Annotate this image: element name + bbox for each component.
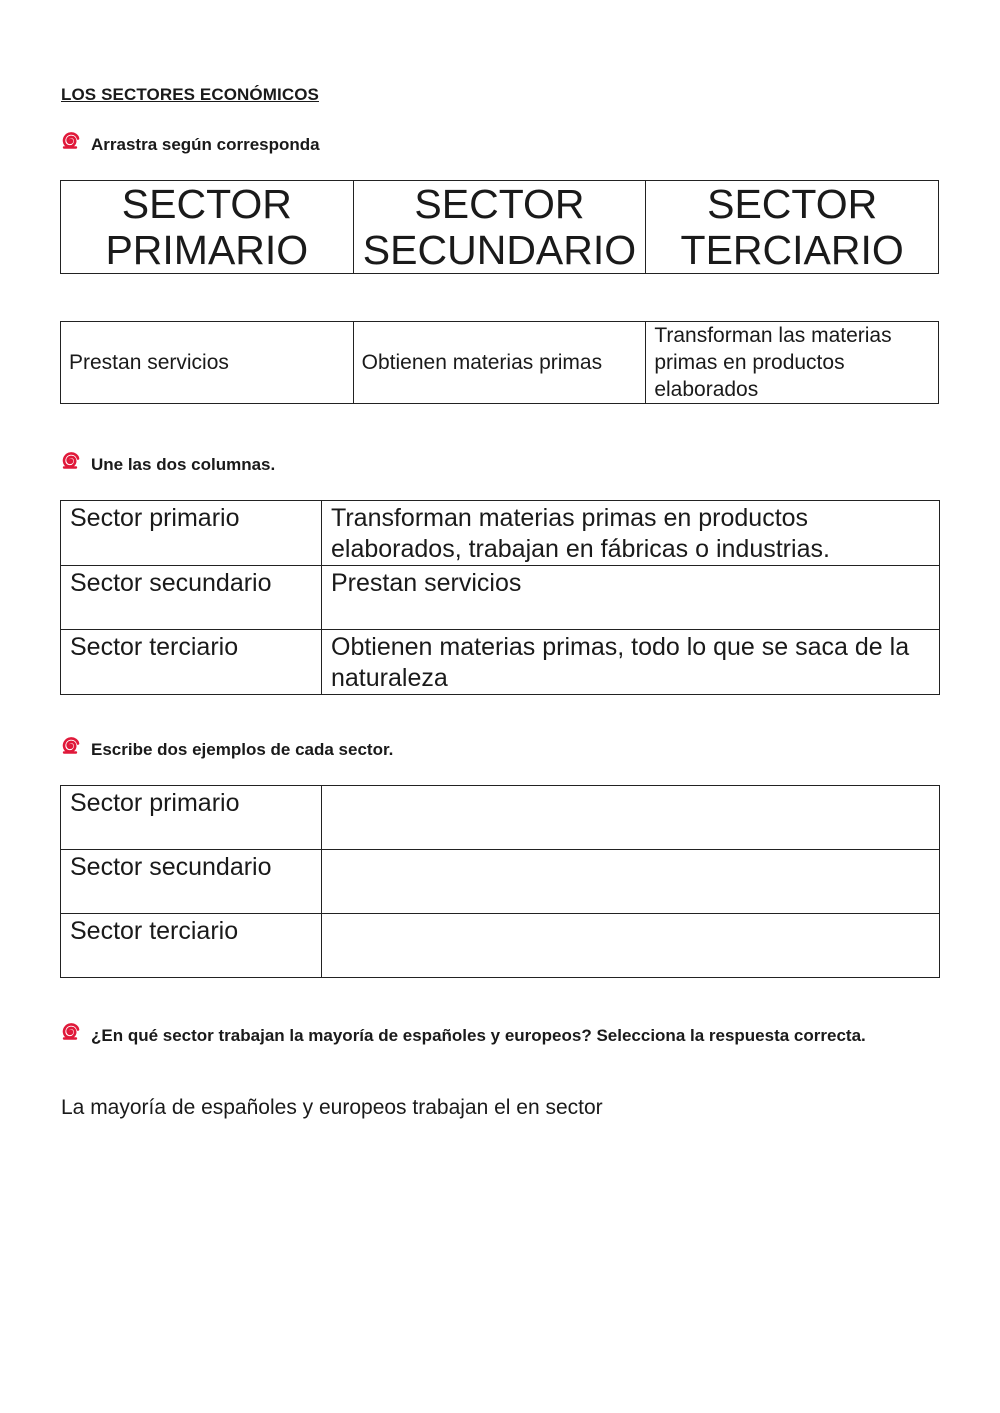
match-left-item[interactable]: Sector terciario: [61, 630, 322, 695]
page-title: LOS SECTORES ECONÓMICOS: [61, 85, 319, 104]
answer-sentence: La mayoría de españoles y europeos trabajan el en sector: [61, 1096, 603, 1119]
instruction-text: Escribe dos ejemplos de cada sector.: [91, 740, 394, 759]
header-line: SECTOR: [707, 181, 878, 227]
swirl-bullet-icon: [60, 734, 80, 756]
match-right-item[interactable]: Prestan servicios: [322, 566, 940, 630]
draggable-description[interactable]: Obtienen materias primas: [353, 322, 646, 404]
table-row: [61, 786, 940, 850]
example-answer-field[interactable]: [322, 786, 940, 850]
table-row: [61, 566, 940, 630]
examples-table: [60, 785, 940, 978]
header-line: TERCIARIO: [680, 227, 904, 273]
example-answer-field[interactable]: [322, 850, 940, 914]
match-right-item[interactable]: Obtienen materias primas, todo lo que se saca de la naturaleza: [322, 630, 940, 695]
draggable-description[interactable]: Prestan servicios: [61, 322, 354, 404]
matching-table: [60, 500, 940, 695]
header-line: PRIMARIO: [105, 227, 309, 273]
instruction-text: Arrastra según corresponda: [91, 135, 320, 154]
example-label: Sector terciario: [61, 914, 322, 978]
header-primario[interactable]: [61, 181, 354, 274]
instruction-drag: [60, 133, 320, 156]
draggable-descriptions-table: [60, 321, 939, 404]
draggable-description[interactable]: Transforman las materias primas en productos elaborados: [646, 322, 939, 404]
instruction-text: Une las dos columnas.: [91, 455, 276, 474]
table-row: [61, 914, 940, 978]
header-secundario[interactable]: [353, 181, 646, 274]
instruction-question: [60, 1024, 940, 1047]
sector-headers-table: [60, 180, 939, 274]
swirl-bullet-icon: [60, 1020, 80, 1042]
instruction-examples: [60, 738, 393, 761]
header-line: SECTOR: [121, 181, 292, 227]
header-terciario[interactable]: [646, 181, 939, 274]
match-left-item[interactable]: Sector secundario: [61, 566, 322, 630]
example-label: Sector secundario: [61, 850, 322, 914]
example-label: Sector primario: [61, 786, 322, 850]
question-text: ¿En qué sector trabajan la mayoría de españoles y europeos? Selecciona la respuesta correcta.: [91, 1026, 866, 1045]
swirl-bullet-icon: [60, 449, 80, 471]
table-row: [61, 501, 940, 566]
example-answer-field[interactable]: [322, 914, 940, 978]
header-line: SECTOR: [414, 181, 585, 227]
swirl-bullet-icon: [60, 129, 80, 151]
match-right-item[interactable]: Transforman materias primas en productos elaborados, trabajan en fábricas o industrias.: [322, 501, 940, 566]
table-row: [61, 630, 940, 695]
table-row: [61, 850, 940, 914]
instruction-match: [60, 453, 275, 476]
match-left-item[interactable]: Sector primario: [61, 501, 322, 566]
header-line: SECUNDARIO: [362, 227, 637, 273]
